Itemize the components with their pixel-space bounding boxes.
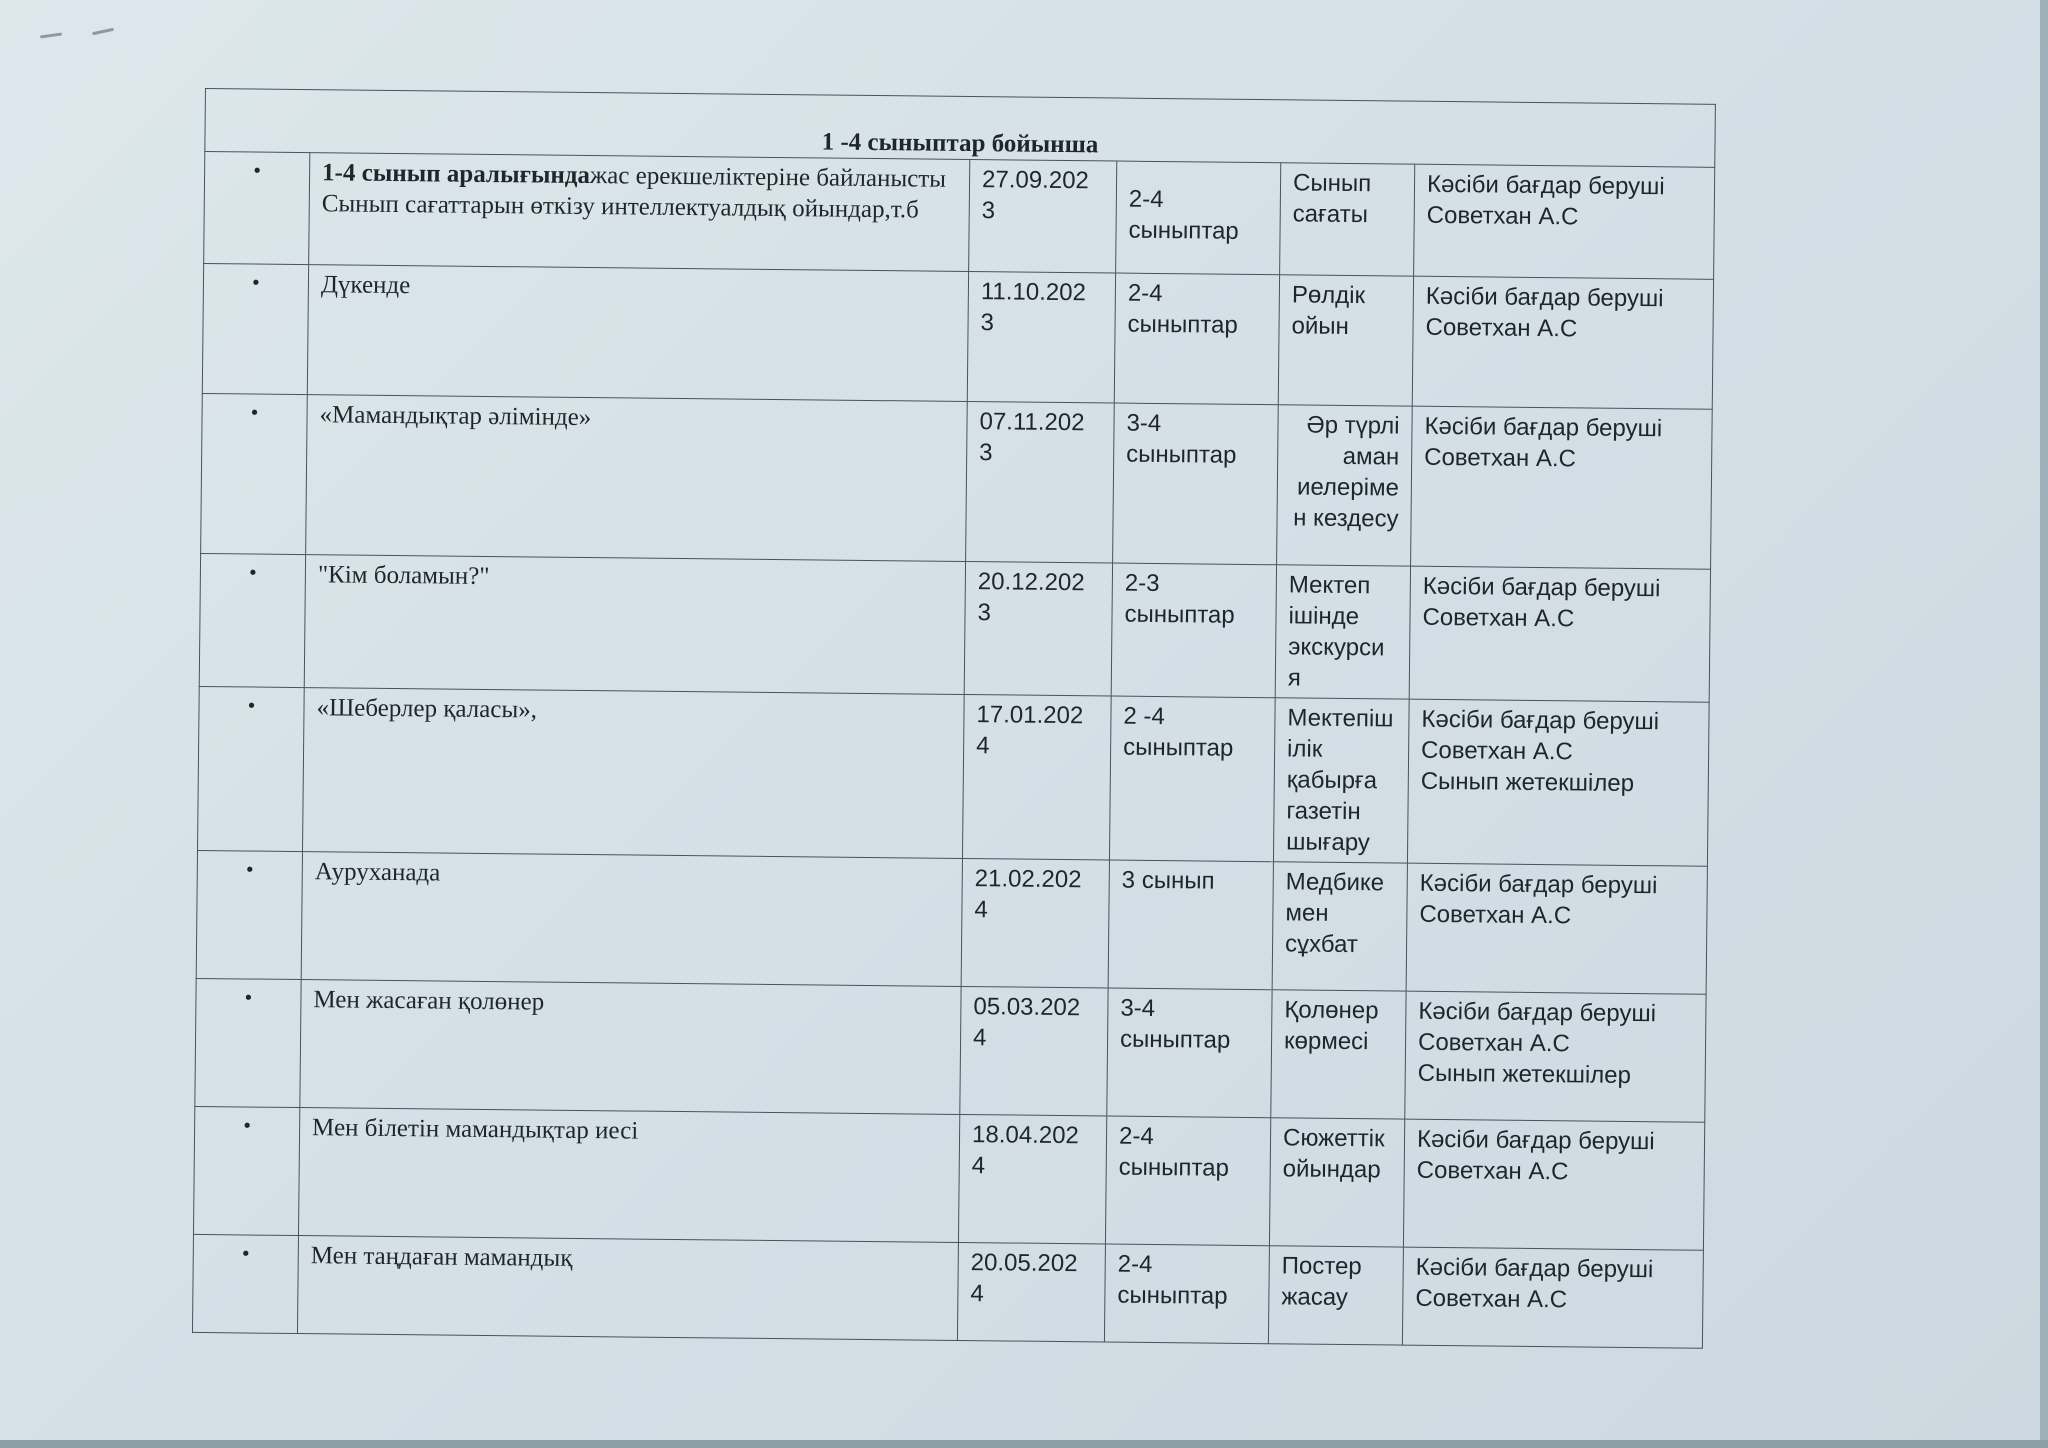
responsible-text: Кәсіби бағдар беруші Советхан А.С — [1417, 997, 1657, 1058]
date-cell — [967, 272, 1115, 404]
paper-bottom-edge — [0, 1440, 2048, 1448]
date-text: 21.02.202 — [974, 865, 1082, 894]
form-cell: Постер жасау — [1268, 1246, 1403, 1345]
event-cell — [309, 153, 970, 272]
event-text: "Кім боламын?" — [317, 561, 490, 591]
classes-cell: 3-4 сыныптар — [1113, 403, 1279, 565]
classes-cell: 2-4 сыныптар — [1104, 1244, 1269, 1344]
bullet-marker: • — [199, 553, 305, 687]
date-text: 3 — [979, 439, 993, 467]
form-cell: Мектепішілік қабырға газетін шығару — [1273, 698, 1409, 863]
form-cell: Сынып сағаты — [1280, 163, 1415, 276]
table-row — [195, 978, 1706, 1122]
responsible-text: Кәсіби бағдар беруші Советхан А.С — [1422, 572, 1661, 633]
event-text: Дүкенде — [320, 271, 411, 300]
date-text: 4 — [972, 1024, 987, 1052]
responsible-text: Кәсіби бағдар беруші Советхан А.С — [1424, 412, 1663, 473]
date-text: 20.12.202 — [977, 568, 1085, 597]
date-text: 11.10.202 — [980, 278, 1087, 307]
date-cell — [964, 561, 1112, 696]
date-text: 4 — [974, 896, 988, 924]
form-cell: Мектеп ішінде экскурсия — [1275, 565, 1410, 699]
table-row — [202, 263, 1713, 409]
event-text: «Шеберлер қаласы», — [316, 694, 538, 724]
table-row — [198, 686, 1710, 866]
event-text: «Мамандықтар әлімінде» — [319, 401, 592, 432]
date-text: 3 — [981, 197, 996, 225]
date-text: 07.11.202 — [979, 408, 1085, 437]
responsible-text: Сынып жетекшілер — [1420, 767, 1635, 798]
date-text: 17.01.202 — [976, 701, 1084, 730]
responsible-text: Кәсіби бағдар беруші Советхан А.С — [1416, 1125, 1655, 1186]
event-cell — [298, 1108, 959, 1243]
responsible-text: Кәсіби бағдар беруші Советхан А.С — [1420, 705, 1660, 766]
responsible-cell — [1414, 164, 1715, 279]
bullet-marker: • — [193, 1106, 299, 1235]
date-cell — [962, 694, 1111, 860]
table-row — [199, 553, 1710, 702]
bullet-marker: • — [192, 1234, 298, 1333]
event-bold-text: 1-4 сынып аралығында — [321, 159, 591, 190]
date-text: 18.04.202 — [971, 1121, 1079, 1150]
table-row — [204, 152, 1715, 280]
responsible-cell — [1407, 699, 1709, 866]
responsible-text: Кәсіби бағдар беруші Советхан А.С — [1425, 282, 1664, 343]
section-title: 1 -4 сыныптар бойынша — [205, 89, 1716, 168]
responsible-text: Кәсіби бағдар беруші Советхан А.С — [1426, 170, 1665, 231]
responsible-cell — [1402, 1247, 1703, 1348]
event-cell — [303, 688, 965, 859]
event-text: Мен жасаған қолөнер — [313, 986, 545, 1016]
responsible-text: Кәсіби бағдар беруші Советхан А.С — [1419, 869, 1658, 930]
bullet-marker: • — [198, 686, 305, 851]
event-cell — [301, 852, 962, 987]
event-text: жас ерекшеліктеріне байланысты Сынып сағаттарын өткізу интеллектуалдық ойындар,т.б — [321, 162, 947, 224]
event-cell — [297, 1236, 958, 1341]
event-cell — [306, 395, 968, 562]
date-text: 4 — [970, 1280, 984, 1308]
document-page — [192, 88, 1715, 1349]
responsible-cell — [1406, 863, 1707, 994]
bullet-marker: • — [195, 978, 301, 1107]
responsible-cell — [1403, 1119, 1704, 1250]
bullet-marker: • — [201, 393, 308, 554]
classes-cell: 2 -4 сыныптар — [1109, 696, 1275, 862]
event-cell — [307, 265, 968, 402]
table-row — [201, 393, 1713, 569]
classes-cell: 3-4 сыныптар — [1107, 988, 1272, 1118]
responsible-cell — [1412, 276, 1713, 409]
date-text: 05.03.202 — [973, 993, 1081, 1022]
bullet-marker: • — [202, 263, 308, 394]
responsible-cell — [1411, 406, 1713, 569]
date-cell — [957, 1242, 1105, 1342]
date-cell — [969, 160, 1117, 274]
classes-cell: 2-3 сыныптар — [1111, 563, 1276, 698]
date-cell — [958, 1114, 1106, 1244]
bullet-marker: • — [196, 850, 302, 979]
date-text: 3 — [977, 599, 992, 627]
date-text: 4 — [976, 732, 990, 760]
event-cell — [304, 555, 965, 695]
paper-edge — [2040, 0, 2048, 1448]
form-cell: Рөлдік ойын — [1278, 275, 1413, 406]
responsible-cell — [1405, 991, 1706, 1122]
form-cell: Сюжеттік ойындар — [1269, 1118, 1404, 1247]
classes-cell: 2-4 сыныптар — [1116, 161, 1281, 275]
responsible-text: Кәсіби бағдар беруші Советхан А.С — [1415, 1253, 1654, 1314]
event-cell — [300, 980, 961, 1115]
event-text: Ауруханада — [314, 858, 441, 887]
event-text: Мен білетін мамандықтар иесі — [311, 1114, 639, 1145]
form-cell: Әр түрлі аман иелеріме н кездесу — [1277, 405, 1413, 566]
date-cell — [961, 858, 1109, 988]
responsible-text: Сынып жетекшілер — [1417, 1059, 1632, 1089]
classes-cell: 3 сынып — [1108, 860, 1273, 990]
responsible-cell — [1409, 566, 1710, 702]
bullet-marker: • — [204, 152, 310, 265]
classes-cell: 2-4 сыныптар — [1105, 1116, 1270, 1246]
table-row — [193, 1106, 1704, 1250]
date-cell — [966, 401, 1115, 563]
date-text: 20.05.202 — [970, 1249, 1078, 1278]
event-text: Мен таңдаған мамандық — [310, 1242, 573, 1272]
form-cell: Қолөнер көрмесі — [1271, 990, 1406, 1119]
activity-plan-table — [192, 88, 1716, 1349]
table-row — [192, 1234, 1703, 1348]
table-row — [196, 850, 1707, 994]
form-cell: Медбикемен сұхбат — [1272, 862, 1407, 991]
date-text: 27.09.202 — [981, 166, 1089, 195]
date-text: 3 — [980, 309, 995, 337]
classes-cell: 2-4 сыныптар — [1114, 273, 1279, 405]
date-text: 4 — [971, 1152, 986, 1180]
date-cell — [960, 986, 1108, 1116]
